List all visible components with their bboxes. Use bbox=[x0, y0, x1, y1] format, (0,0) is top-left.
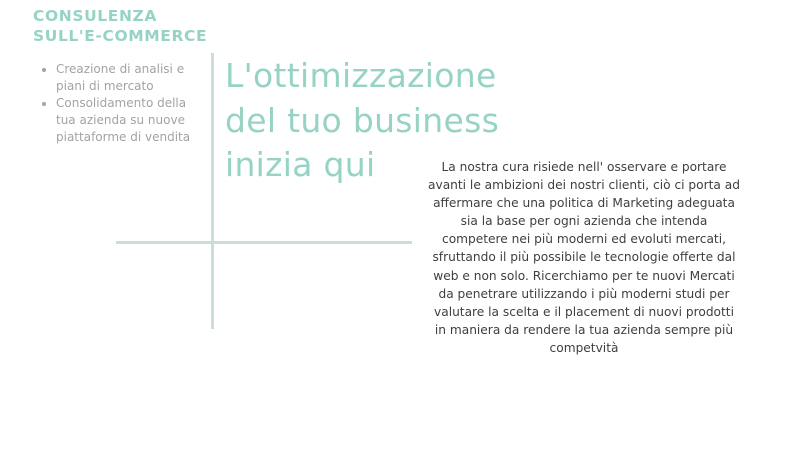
description-line: da penetrare utilizzando i più moderni studi per bbox=[438, 286, 730, 301]
description-line: in maniera da rendere la tua azienda sempre più bbox=[434, 322, 734, 337]
service-list-item bbox=[40, 95, 200, 146]
description-line: competvità bbox=[549, 340, 619, 355]
service-item-line: piani di mercato bbox=[56, 79, 154, 93]
section-title bbox=[33, 6, 207, 46]
vertical-divider bbox=[211, 53, 214, 329]
headline-line: del tuo business bbox=[225, 100, 500, 140]
description-line: valutare la scelta e il placement di nuovi prodotti bbox=[434, 304, 734, 319]
description-line: sfruttando il più possibile le tecnologie offerte dal bbox=[432, 250, 736, 265]
bullet-dot-icon bbox=[42, 102, 46, 106]
service-item-line: Consolidamento della bbox=[56, 96, 187, 110]
service-item-line: piattaforme di vendita bbox=[56, 130, 191, 144]
bullet-dot-icon bbox=[42, 68, 46, 72]
description-line: web e non solo. Ricerchiamo per te nuovi Mercati bbox=[433, 268, 735, 283]
description-line: avanti le ambizioni dei nostri clienti, ciò ci porta ad bbox=[428, 178, 740, 193]
service-list bbox=[40, 61, 200, 146]
service-item-line: tua azienda su nuove bbox=[56, 113, 185, 127]
description-paragraph bbox=[410, 158, 758, 357]
headline-line: L'ottimizzazione bbox=[225, 56, 497, 95]
service-list-item bbox=[40, 61, 200, 95]
description-line: La nostra cura risiede nell' osservare e portare bbox=[441, 160, 727, 174]
section-title-line: CONSULENZA bbox=[33, 7, 157, 25]
service-item-line: Creazione di analisi e bbox=[56, 62, 185, 76]
horizontal-divider bbox=[116, 241, 412, 244]
headline-line: inizia qui bbox=[225, 145, 376, 184]
description-line: competere nei più moderni ed evoluti mercati, bbox=[442, 232, 726, 247]
description-line: affermare che una politica di Marketing adeguata bbox=[433, 196, 735, 211]
description-line: sia la base per ogni azienda che intenda bbox=[460, 214, 708, 229]
section-title-line: SULL'E-COMMERCE bbox=[33, 27, 208, 45]
